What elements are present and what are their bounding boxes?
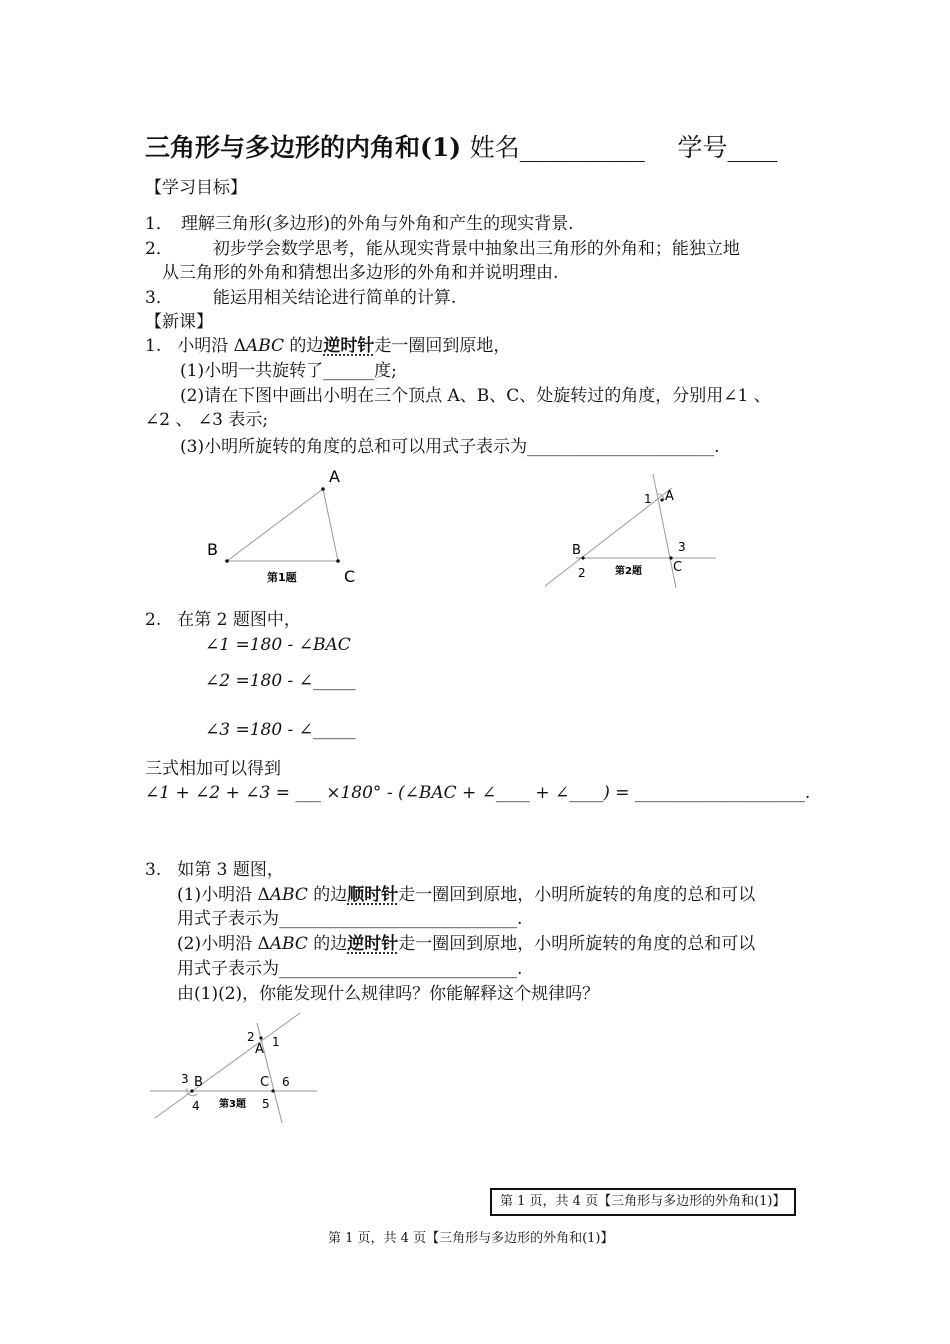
vertex-a — [660, 498, 663, 501]
section-goals: 【学习目标】 — [145, 178, 247, 198]
side-ac — [323, 489, 338, 561]
q3-part1: (1)小明沿 ΔABC 的边顺时针走一圈回到原地，小明所旋转的角度的总和可以 — [177, 885, 756, 905]
label-a: A — [255, 1042, 264, 1057]
q3-part2: (2)小明沿 ΔABC 的边逆时针走一圈回到原地，小明所旋转的角度的总和可以 — [177, 934, 756, 954]
q2-line1: ∠1 =180 - ∠BAC — [205, 635, 351, 655]
fig3-caption: 第3题 — [219, 1099, 246, 1110]
label-b: B — [194, 1075, 203, 1090]
q3-stem: 3. 如第 3 题图， — [145, 860, 284, 880]
q2-sum: ∠1 + ∠2 + ∠3 = ___ ×180° - (∠BAC + ∠____ + ∠____) = ____________________. — [145, 783, 811, 803]
q2-line2: ∠2 =180 - ∠_____ — [205, 671, 356, 691]
goal-1: 1． 理解三角形(多边形)的外角与外角和产生的现实背景. — [145, 214, 574, 234]
label-angle1: 1 — [272, 1035, 280, 1049]
label-angle1: 1 — [644, 492, 652, 506]
title-main: 三角形与多边形的内角和(1) — [145, 133, 462, 162]
fig1-caption: 第1题 — [267, 571, 297, 584]
vertex-b — [581, 556, 584, 559]
line-ab — [545, 488, 672, 586]
q1-part1: (1)小明一共旋转了______度; — [180, 361, 397, 381]
label-c: C — [673, 560, 683, 575]
footer: 第 1 页，共 4 页【三角形与多边形的外角和(1)】 — [328, 1231, 614, 1246]
vertex-c — [336, 559, 340, 563]
q1-stem: 1. 小明沿 ΔABC 的边逆时针走一圈回到原地， — [145, 336, 511, 356]
label-b: B — [207, 540, 218, 559]
footer-box: 第 1 页，共 4 页【三角形与多边形的外角和(1)】 — [490, 1188, 796, 1216]
q1-part2: (2)请在下图中画出小明在三个顶点 A、B、C、处旋转过的角度，分别用∠1 、 — [180, 386, 771, 406]
fig2-caption: 第2题 — [615, 566, 642, 577]
name-label: 姓名__________ — [469, 133, 645, 162]
label-angle3: 3 — [678, 540, 686, 554]
emph-clockwise: 顺时针 — [347, 885, 399, 905]
q2-stem: 2. 在第 2 题图中， — [145, 610, 301, 630]
figure-3 — [145, 1008, 325, 1123]
label-angle2: 2 — [578, 566, 586, 580]
vertex-c — [271, 1089, 274, 1092]
q3-part2-cont: 用式子表示为____________________________. — [177, 959, 523, 979]
goal-2-cont: 从三角形的外角和猜想出多边形的外角和并说明理由. — [162, 263, 559, 283]
q1-part2-cont: ∠2 、 ∠3 表示; — [145, 410, 269, 430]
emph-counterclockwise: 逆时针 — [323, 336, 375, 356]
label-c: C — [260, 1075, 270, 1090]
q1-part3: (3)小明所旋转的角度的总和可以用式子表示为______________________. — [180, 437, 720, 457]
vertex-b — [225, 559, 229, 563]
q3-part3: 由(1)(2)，你能发现什么规律吗？你能解释这个规律吗？ — [177, 984, 600, 1004]
label-angle2: 2 — [247, 1030, 255, 1044]
label-c: C — [344, 567, 356, 586]
label-angle5: 5 — [262, 1097, 270, 1111]
q2-line3: ∠3 =180 - ∠_____ — [205, 720, 356, 740]
emph-counterclockwise: 逆时针 — [347, 934, 399, 954]
student-id-label: 学号____ — [677, 133, 778, 162]
q2-sum-intro: 三式相加可以得到 — [145, 759, 281, 779]
goal-3: 3． 能运用相关结论进行简单的计算. — [145, 288, 457, 308]
side-ba — [227, 489, 323, 561]
page-title — [145, 132, 778, 164]
figure-1 — [195, 462, 375, 592]
vertex-a — [321, 487, 325, 491]
label-a: A — [665, 489, 674, 504]
label-b: B — [572, 543, 581, 558]
label-angle3: 3 — [181, 1072, 189, 1086]
vertex-a — [259, 1036, 262, 1039]
q3-part1-cont: 用式子表示为____________________________. — [177, 909, 523, 929]
section-new: 【新课】 — [145, 312, 213, 332]
figure-2 — [540, 470, 730, 595]
label-a: A — [329, 467, 340, 486]
label-angle4: 4 — [192, 1099, 200, 1113]
goal-2: 2． 初步学会数学思考，能从现实背景中抽象出三角形的外角和；能独立地 — [145, 239, 740, 259]
label-angle6: 6 — [282, 1075, 290, 1089]
